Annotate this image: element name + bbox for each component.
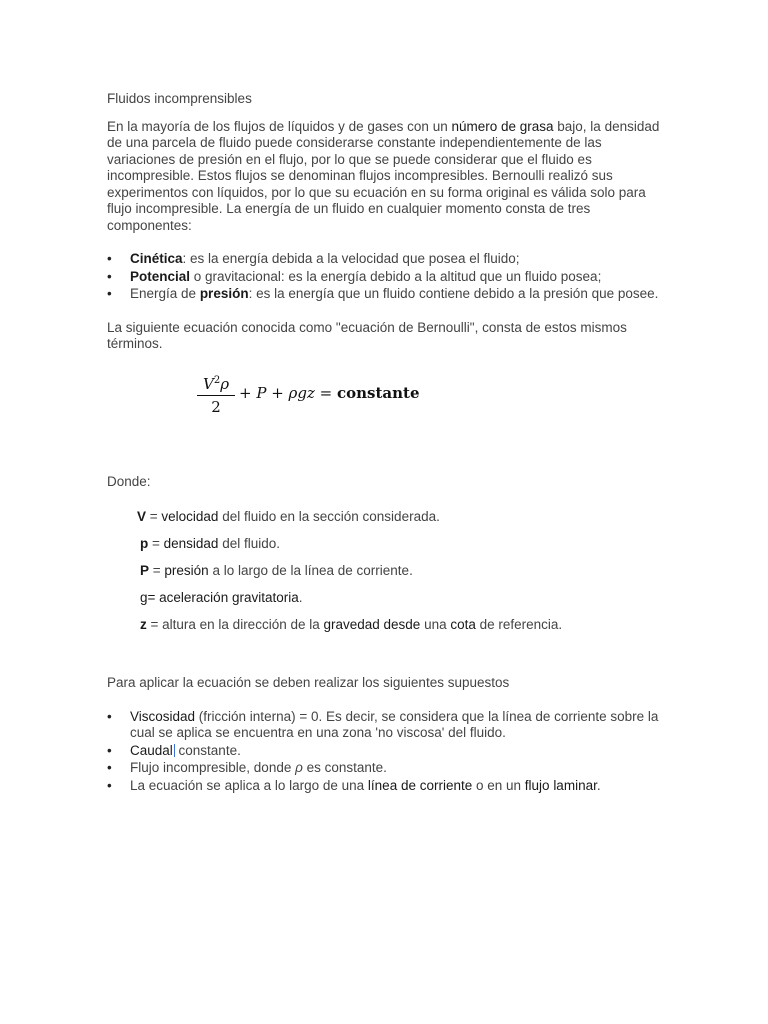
energy-components-list (107, 251, 663, 303)
definition-z: z = altura en la dirección de la gravedad desde una cota de referencia. (140, 617, 563, 632)
fraction-bar (197, 395, 235, 396)
list-item-cinetica: • Cinética: es la energía debida a la velocidad que posea el fluido; (130, 251, 663, 268)
definition-p-pressure: P = presión a lo largo de la línea de corriente. (140, 563, 413, 578)
intro-text-2: bajo, la densidad de una parcela de fluido puede considerarse constante independientemente de las variaciones de presión en el flujo, por lo que se puede considerar que el fluido es incompresible. Estos flujos se denominan flujos incompresibles. Bernoulli realizó sus experimentos con líquidos, por lo que su ecuación en su forma original es válida solo para flujo incompresible. La energía de un fluido en cualquier momento consta de tres componentes: (107, 118, 660, 233)
assumptions-intro: Para aplicar la ecuación se deben realizar los siguientes supuestos (107, 675, 510, 690)
intro-text-1: En la mayoría de los flujos de líquidos y de gases con un (107, 118, 452, 134)
assumptions-list (107, 709, 663, 795)
assumption-linea-corriente: • La ecuación se aplica a lo largo de una línea de corriente o en un flujo laminar. (130, 778, 663, 795)
bernoulli-equation (197, 369, 663, 427)
definition-v: V = velocidad del fluido en la sección considerada. (137, 509, 440, 524)
donde-label: Donde: (107, 473, 151, 489)
equation-rest: + P + ρgz = constante (239, 383, 420, 402)
list-item-presion: • Energía de presión: es la energía que un fluido contiene debido a la presión que posee. (130, 286, 663, 303)
document-title: Fluidos incomprensibles (107, 91, 252, 106)
assumption-viscosidad: • Viscosidad (fricción interna) = 0. Es decir, se considera que la línea de corriente sobre la cual se aplica se encuentra en una zona 'no viscosa' del fluido. (130, 709, 663, 742)
list-item-potencial: • Potencial o gravitacional: es la energía debido a la altitud que un fluido posea; (130, 269, 663, 286)
numero-de-grasa-link[interactable]: número de grasa (451, 118, 554, 134)
assumption-incompresible: • Flujo incompresible, donde ρ es constante. (130, 760, 663, 777)
equation-intro: La siguiente ecuación conocida como "ecuación de Bernoulli", consta de estos mismos términos. (107, 319, 627, 351)
document-page (107, 91, 663, 795)
definition-p-density: p = densidad del fluido. (140, 536, 280, 551)
assumption-caudal: • Caudal constante. (130, 743, 663, 760)
fraction: $V^2\rho$ 2 (197, 373, 235, 416)
definition-g: g= aceleración gravitatoria. (140, 590, 303, 605)
intro-paragraph (107, 119, 663, 235)
definitions-list (137, 509, 663, 634)
